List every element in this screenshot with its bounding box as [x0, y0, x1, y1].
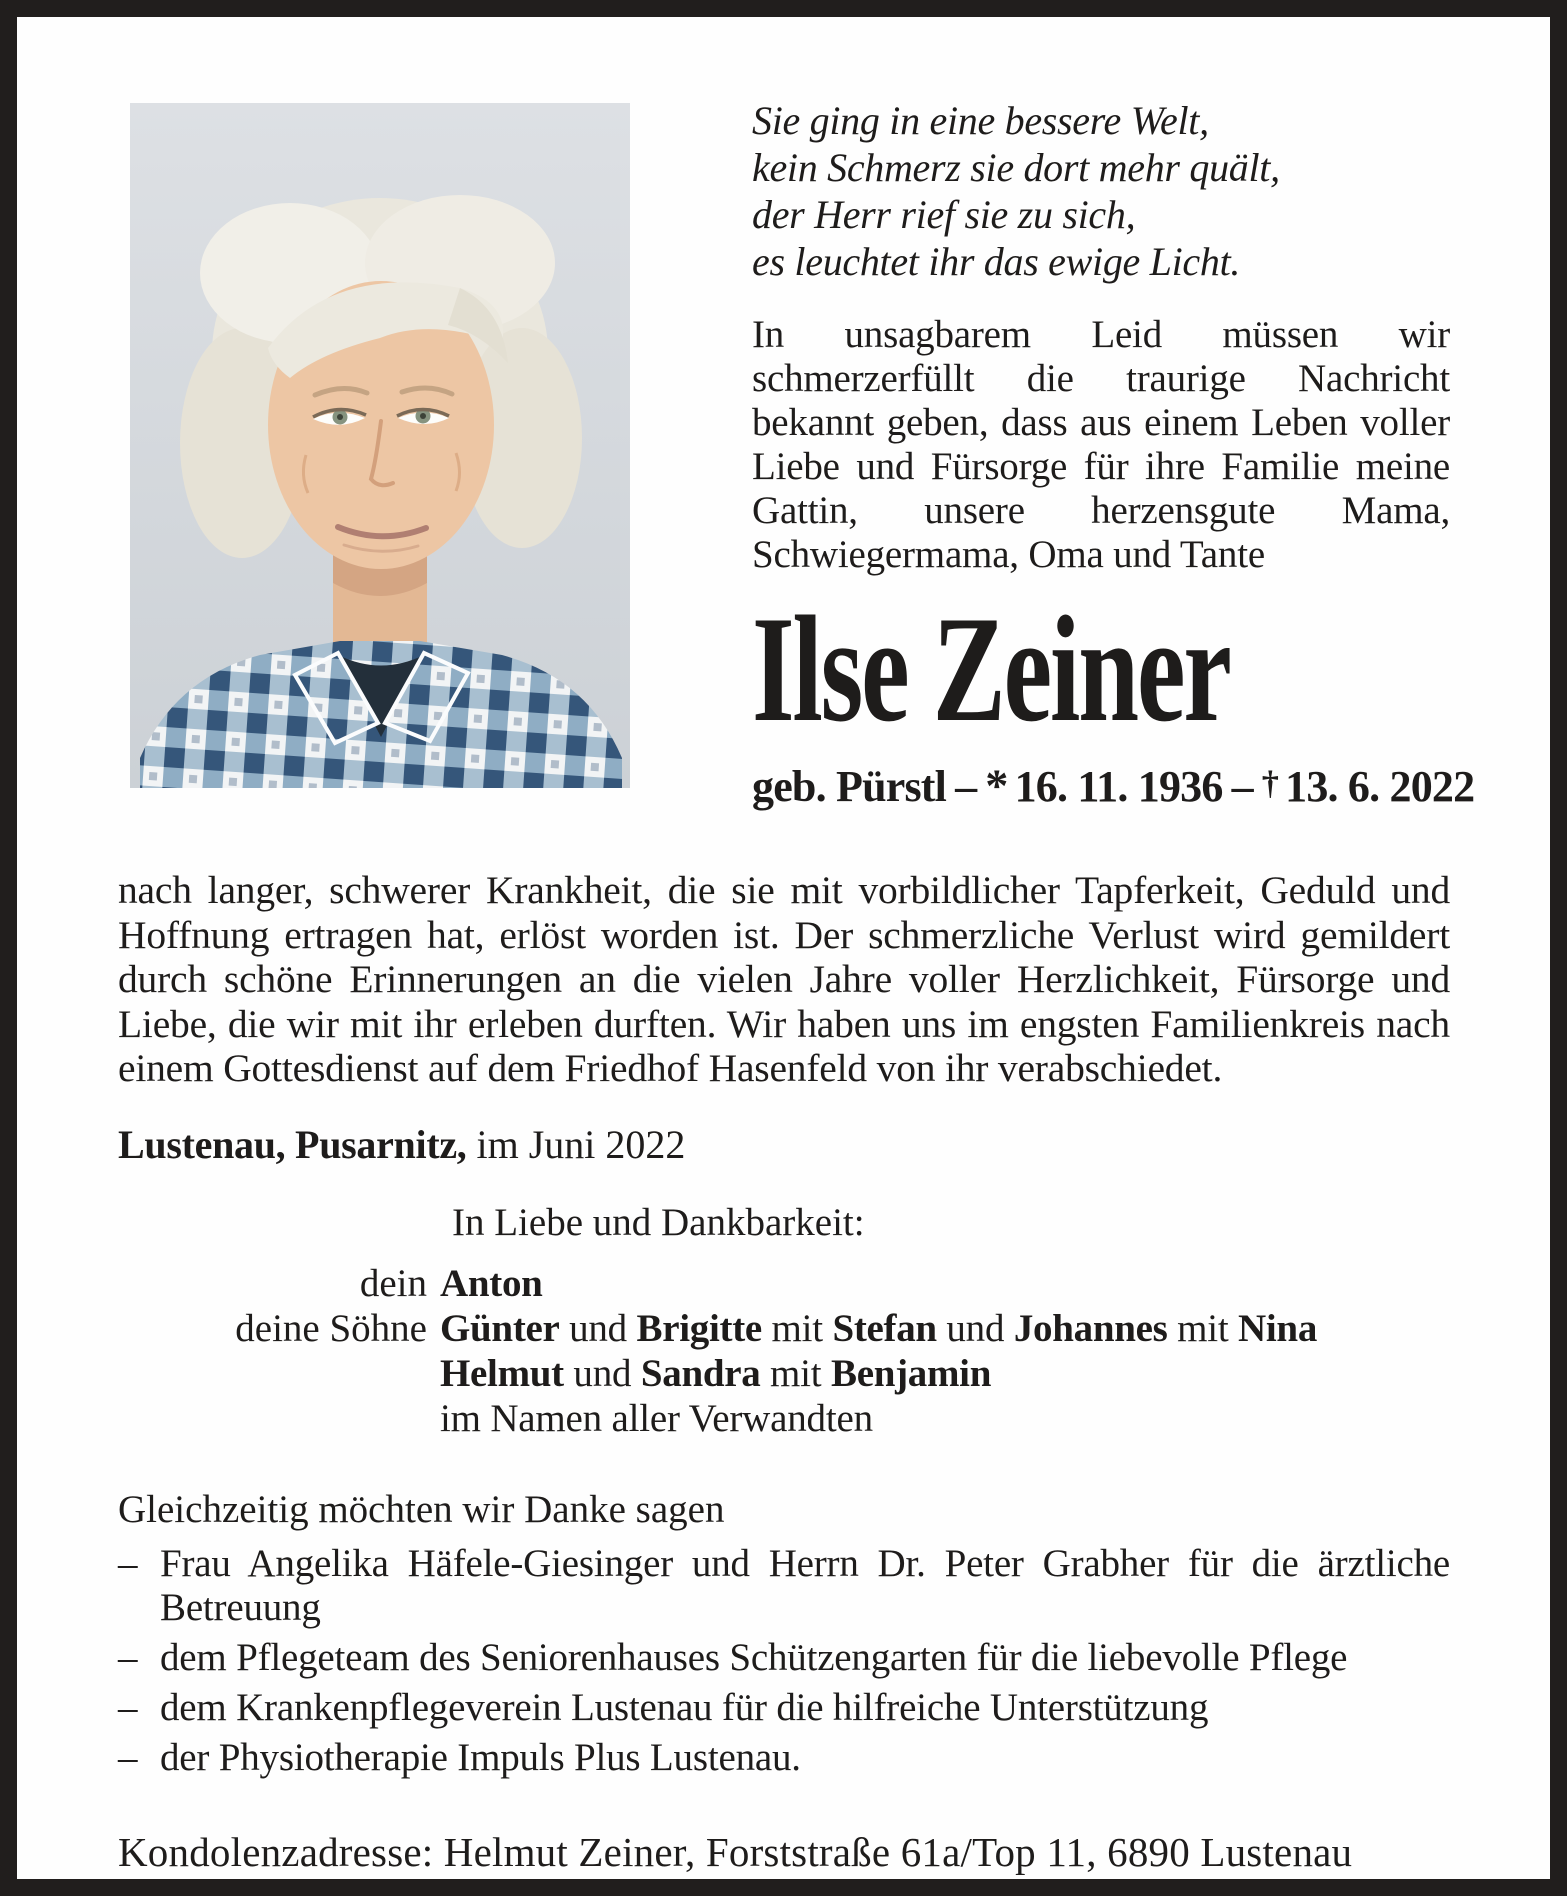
dash-bullet: –	[118, 1635, 138, 1679]
birth-death-line	[752, 759, 1475, 812]
thanks-item-text: der Physiotherapie Impuls Plus Lustenau.	[160, 1735, 801, 1779]
death-date: 13. 6. 2022	[1285, 762, 1475, 811]
dateline-date: im Juni 2022	[476, 1121, 686, 1167]
portrait-illustration	[130, 103, 630, 788]
obituary-card	[17, 17, 1550, 1879]
poem-line: der Herr rief sie zu sich,	[752, 192, 1136, 237]
family-member-name: Sandra	[640, 1351, 761, 1395]
dateline	[118, 1121, 1450, 1168]
family-row-names	[440, 1306, 1450, 1351]
family-member-name: Helmut	[440, 1351, 564, 1395]
poem-line: kein Schmerz sie dort mehr quält,	[752, 145, 1280, 190]
dash-bullet: –	[118, 1541, 138, 1585]
right-column	[752, 98, 1475, 812]
thanks-item-text: dem Krankenpflegeverein Lustenau für die hilfreiche Unterstützung	[160, 1685, 1209, 1729]
family-member-name: Anton	[440, 1261, 543, 1305]
dash-bullet: –	[118, 1735, 138, 1779]
birth-star-symbol: *	[985, 760, 1008, 811]
thanks-item-text: dem Pflegeteam des Seniorenhauses Schützengarten für die liebevolle Pflege	[160, 1635, 1348, 1679]
birth-date: 16. 11. 1936	[1014, 762, 1223, 811]
dash: –	[1231, 762, 1253, 811]
family-connector-text: mit	[760, 1351, 831, 1395]
family-row	[118, 1306, 1450, 1351]
family-member-name: Günter	[440, 1306, 560, 1350]
thanks-item-text: Frau Angelika Häfele-Giesinger und Herrn Dr. Peter Grabher für die ärztliche Betreuung	[160, 1541, 1450, 1629]
thanks-heading: Gleichzeitig möchten wir Danke sagen	[118, 1487, 725, 1531]
family-row-label	[118, 1351, 440, 1396]
family-connector-text: mit	[1167, 1306, 1239, 1350]
condolence-address: Kondolenzadresse: Helmut Zeiner, Forststraße 61a/Top 11, 6890 Lustenau	[118, 1828, 1353, 1875]
family-member-name: Johannes	[1013, 1306, 1168, 1350]
thanks-item	[118, 1736, 1450, 1780]
thanks-item	[118, 1636, 1450, 1680]
top-section	[118, 98, 1475, 812]
family-connector-text: und	[559, 1306, 637, 1350]
thanks-item	[118, 1686, 1450, 1730]
family-connector-text: im Namen aller Verwandten	[440, 1396, 873, 1440]
deceased-name: Ilse Zeiner	[752, 585, 1230, 753]
family-row-label	[118, 1396, 440, 1441]
family-connector-text: mit	[761, 1306, 833, 1350]
thanks-list	[118, 1542, 1450, 1780]
death-cross-symbol: †	[1261, 764, 1279, 802]
dateline-places: Lustenau, Pusarnitz,	[118, 1121, 467, 1167]
family-row-names	[440, 1261, 1450, 1306]
family-row-label: dein	[359, 1261, 427, 1305]
dash: –	[955, 762, 977, 811]
family-connector-text: und	[936, 1306, 1014, 1350]
maiden-name: geb. Pürstl	[752, 762, 947, 811]
dash-bullet: –	[118, 1685, 138, 1729]
family-connector-text: und	[563, 1351, 641, 1395]
intro-paragraph: In unsagbarem Leid müssen wir schmerzerfüllt die traurige Nachricht bekannt geben, dass aus einem Leben voller Liebe und Fürsorge für ihre Familie meine Gattin, unsere herzensgute Mama, Schwiegermama, Oma und Tante	[752, 313, 1450, 576]
poem-line: es leuchtet ihr das ewige Licht.	[752, 239, 1241, 284]
family-row-label: deine Söhne	[235, 1306, 427, 1350]
family-member-name: Nina	[1238, 1306, 1318, 1350]
family-member-name: Benjamin	[830, 1351, 992, 1395]
family-member-name: Stefan	[832, 1306, 937, 1350]
family-row-names	[440, 1351, 1450, 1396]
obituary-paragraph: nach langer, schwerer Krankheit, die sie mit vorbildlicher Tapferkeit, Geduld und Hoffnung ertragen hat, erlöst worden ist. Der schmerzliche Verlust wird gemildert durch schöne Erinnerungen an die vielen Jahre voller Herzlichkeit, Fürsorge und Liebe, die wir mit ihr erleben durften. Wir haben uns im engsten Familienkreis nach einem Gottesdienst auf dem Friedhof Hasenfeld von ihr verabschiedet.	[118, 868, 1450, 1090]
family-row	[118, 1261, 1450, 1306]
poem	[752, 97, 1450, 285]
family-row	[118, 1396, 1450, 1441]
closing-heading: In Liebe und Dankbarkeit:	[452, 1200, 865, 1244]
family-member-name: Brigitte	[636, 1306, 762, 1350]
family-row	[118, 1351, 1450, 1396]
poem-line: Sie ging in eine bessere Welt,	[752, 98, 1209, 143]
portrait-photo	[130, 103, 630, 788]
family-row-names	[440, 1396, 1450, 1441]
family-list	[118, 1261, 1450, 1441]
thanks-item	[118, 1542, 1450, 1630]
